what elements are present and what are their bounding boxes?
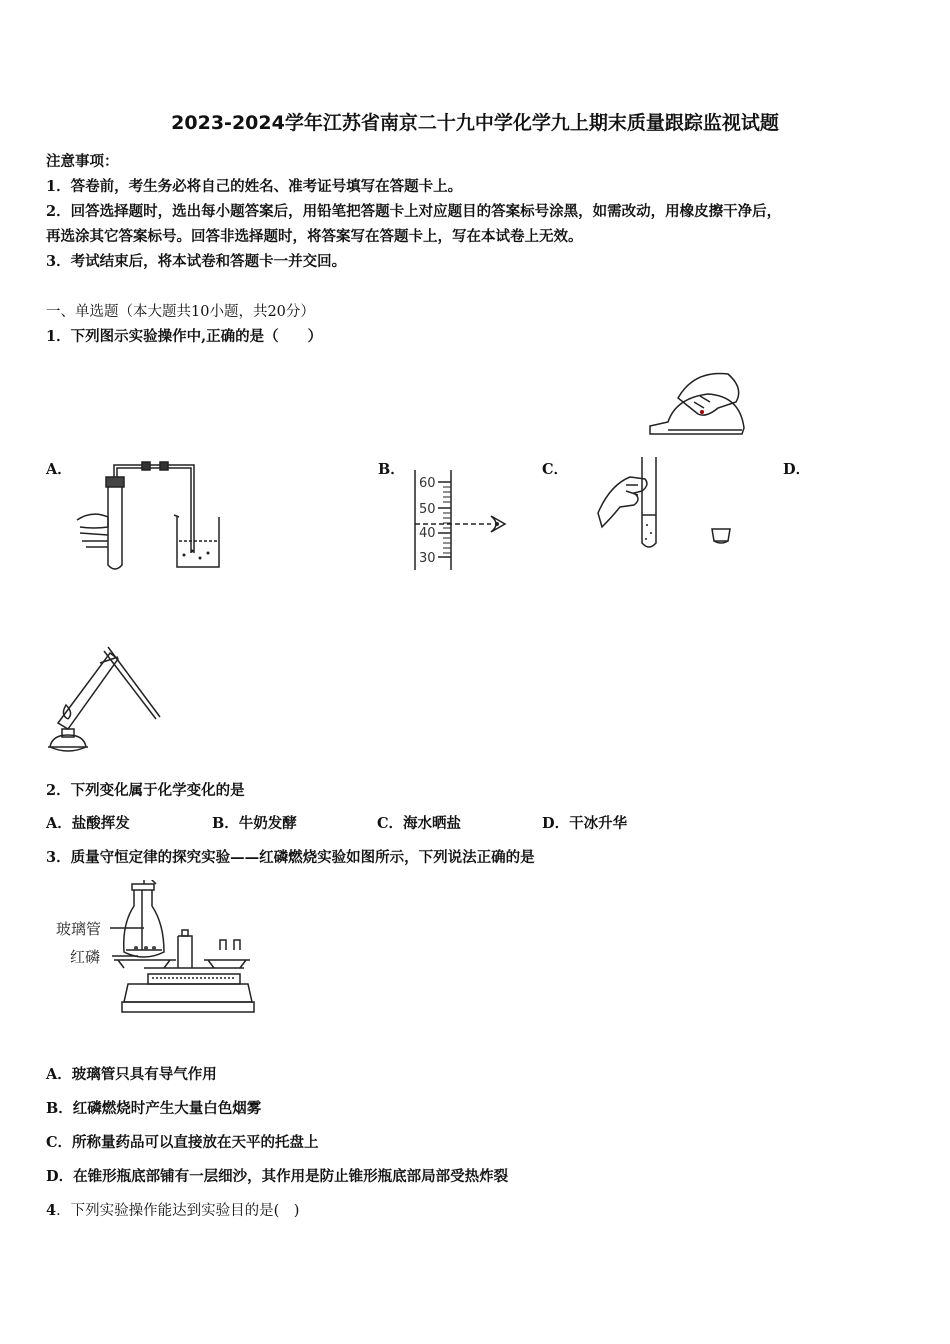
label-glass-tube: 玻璃管 — [56, 920, 102, 938]
q3-option-b: B．红磷燃烧时产生大量白色烟雾 — [46, 1100, 262, 1117]
q2-option-d: D．干冰升华 — [542, 815, 628, 832]
question-3-stem: 3．质量守恒定律的探究实验——红磷燃烧实验如图所示，下列说法正确的是 — [46, 849, 535, 866]
question-2-stem: 2．下列变化属于化学变化的是 — [46, 782, 245, 799]
q2-option-b: B．牛奶发酵 — [212, 815, 297, 832]
question-4-number: 4 — [46, 1202, 57, 1219]
q2-option-c: C．海水晒盐 — [377, 815, 462, 832]
q3-option-a: A．玻璃管只具有导气作用 — [46, 1066, 217, 1083]
question-4-text: ．下列实验操作能达到实验目的是( ) — [56, 1203, 300, 1219]
figure-c-test-tube-shaking — [590, 455, 670, 555]
q1-option-a-label: A． — [46, 461, 72, 478]
q1-option-c-label: C． — [542, 461, 569, 478]
scale-tick-50: 50 — [419, 502, 436, 517]
figure-a-airtightness-check — [72, 455, 222, 575]
page-title: 2023-2024学年江苏省南京二十九中学化学九上期末质量跟踪监视试题 — [171, 112, 779, 134]
label-red-phosphorus: 红磷 — [70, 948, 101, 966]
scale-tick-30: 30 — [419, 551, 436, 566]
q3-option-d: D．在锥形瓶底部铺有一层细沙，其作用是防止锥形瓶底部局部受热炸裂 — [46, 1168, 509, 1185]
scale-tick-60: 60 — [419, 476, 436, 491]
section-heading: 一、单选题（本大题共10小题，共20分） — [46, 304, 315, 320]
notice-item-2-line-2: 再选涂其它答案标号。回答非选择题时，将答案写在答题卡上，写在本试卷上无效。 — [46, 228, 583, 245]
notice-item-2-line-1: 2．回答选择题时，选出每小题答案后，用铅笔把答题卡上对应题目的答案标号涂黑，如需改动，用橡皮擦干净后， — [46, 203, 782, 220]
bottle-stopper-icon — [708, 525, 734, 547]
figure-b-cylinder-reading — [405, 470, 520, 575]
notice-heading: 注意事项： — [46, 153, 119, 170]
notice-item-1: 1．答卷前，考生务必将自己的姓名、准考证号填写在答题卡上。 — [46, 178, 463, 195]
question-1-stem: 1．下列图示实验操作中,正确的是（ ） — [46, 328, 323, 345]
question-4-stem — [46, 1201, 299, 1221]
q2-option-a: A．盐酸挥发 — [46, 815, 130, 832]
scale-tick-40: 40 — [419, 526, 436, 541]
q1-option-b-label: B． — [378, 461, 405, 478]
q3-option-c: C．所称量药品可以直接放在天平的托盘上 — [46, 1134, 319, 1151]
q1-option-d-label: D． — [783, 461, 811, 478]
figure-q3-balance-flask — [52, 880, 262, 1030]
notice-item-3: 3．考试结束后，将本试卷和答题卡一并交回。 — [46, 253, 347, 270]
figure-heating-test-tube — [44, 643, 164, 758]
figure-d-pouring-liquid — [648, 368, 748, 448]
